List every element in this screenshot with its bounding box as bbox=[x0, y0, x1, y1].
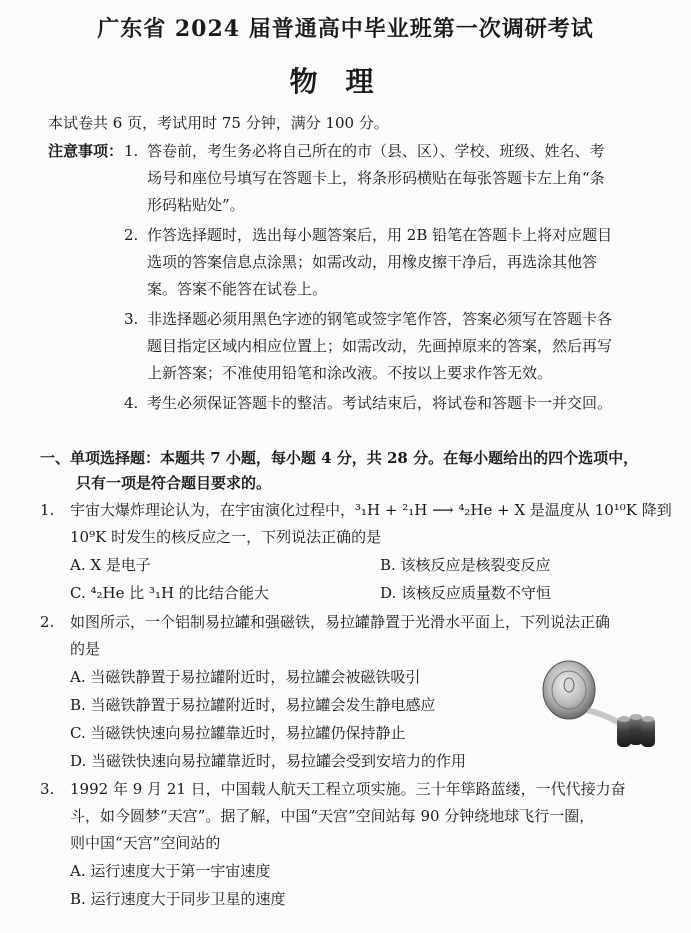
option-a: A. X 是电子 bbox=[70, 556, 151, 574]
notice-item-line: 作答选择题时，选出每小题答案后，用 2B 铅笔在答题卡上将对应题目 bbox=[147, 226, 613, 244]
notice-item-line: 选项的答案信息点涂黑；如需改动，用橡皮擦干净后，再选涂其他答 bbox=[147, 253, 598, 271]
option-c: C. 当磁铁快速向易拉罐靠近时，易拉罐仍保持静止 bbox=[70, 724, 406, 742]
section-heading-cont: 只有一项是符合题目要求的。 bbox=[76, 474, 272, 492]
notice-item-line: 上新答案；不准使用铅笔和涂改液。不按以上要求作答无效。 bbox=[147, 364, 553, 382]
notice-label: 注意事项： bbox=[48, 142, 124, 160]
question-text: 1992 年 9 月 21 日，中国载人航天工程立项实施。三十年筚路蓝缕，一代代接力奋 bbox=[70, 780, 626, 798]
notice-item-line: 案。答案不能答在试卷上。 bbox=[147, 280, 328, 298]
notice-item-line: 非选择题必须用黑色字迹的钢笔或签字笔作答，答案必须写在答题卡各 bbox=[147, 310, 613, 328]
option-c: C. ⁴₂He 比 ³₁H 的比结合能大 bbox=[70, 584, 269, 602]
notice-item-number: 2. bbox=[124, 226, 139, 244]
can-and-magnet-figure bbox=[535, 655, 665, 755]
notice-item-line: 形码粘贴处”。 bbox=[147, 196, 245, 214]
question-text: 如图所示，一个铝制易拉罐和强磁铁，易拉罐静置于光滑水平面上，下列说法正确 bbox=[70, 613, 611, 631]
notice-item-number: 1. bbox=[124, 142, 139, 160]
option-b: B. 运行速度大于同步卫星的速度 bbox=[70, 890, 286, 908]
intro-text: 本试卷共 6 页，考试用时 75 分钟，满分 100 分。 bbox=[48, 114, 389, 132]
section-heading: 一、单项选择题：本题共 7 小题，每小题 4 分，共 28 分。在每小题给出的四个选项中， bbox=[40, 449, 639, 467]
notice-item-number: 3. bbox=[124, 310, 139, 328]
option-d: D. 当磁铁快速向易拉罐靠近时，易拉罐会受到安培力的作用 bbox=[70, 752, 467, 770]
option-b: B. 当磁铁静置于易拉罐附近时，易拉罐会发生静电感应 bbox=[70, 696, 436, 714]
question-text: 的是 bbox=[70, 640, 101, 658]
question-text: 10⁹K 时发生的核反应之一，下列说法正确的是 bbox=[70, 528, 382, 546]
question-text: 斗，如今圆梦“天宫”。据了解，中国“天宫”空间站每 90 分钟绕地球飞行一圈， bbox=[70, 807, 595, 825]
option-a: A. 当磁铁静置于易拉罐附近时，易拉罐会被磁铁吸引 bbox=[70, 668, 421, 686]
subject-title: 物理 bbox=[289, 65, 402, 98]
notice-item-line: 场号和座位号填写在答题卡上，将条形码横贴在每张答题卡左上角“条 bbox=[147, 169, 605, 187]
nuclear-equation: ³₁H + ²₁H ⟶ ⁴₂He + X bbox=[355, 501, 526, 519]
option-d: D. 该核反应质量数不守恒 bbox=[380, 584, 552, 602]
option-b: B. 该核反应是核裂变反应 bbox=[380, 556, 551, 574]
notice-item-line: 题目指定区域内相应位置上；如需改动，先画掉原来的答案，然后再写 bbox=[147, 337, 613, 355]
question-number: 3. bbox=[40, 780, 55, 798]
notice-item-number: 4. bbox=[124, 394, 139, 412]
notice-item-line: 考生必须保证答题卡的整洁。考试结束后，将试卷和答题卡一并交回。 bbox=[147, 394, 613, 412]
question-text bbox=[70, 499, 672, 521]
question-number: 1. bbox=[40, 501, 55, 519]
question-number: 2. bbox=[40, 613, 55, 631]
question-text-part: 是温度从 10¹⁰K 降到 bbox=[525, 501, 672, 519]
question-text: 则中国“天宫”空间站的 bbox=[70, 834, 221, 852]
magnet-icon bbox=[617, 714, 655, 747]
exam-title: 广东省 2024 届普通高中毕业班第一次调研考试 bbox=[97, 16, 594, 42]
notice-item-line: 答卷前，考生务必将自己所在的市（县、区）、学校、班级、姓名、考 bbox=[147, 142, 605, 160]
option-a: A. 运行速度大于第一宇宙速度 bbox=[70, 862, 271, 880]
question-text-part: 宇宙大爆炸理论认为，在宇宙演化过程中， bbox=[70, 501, 356, 519]
